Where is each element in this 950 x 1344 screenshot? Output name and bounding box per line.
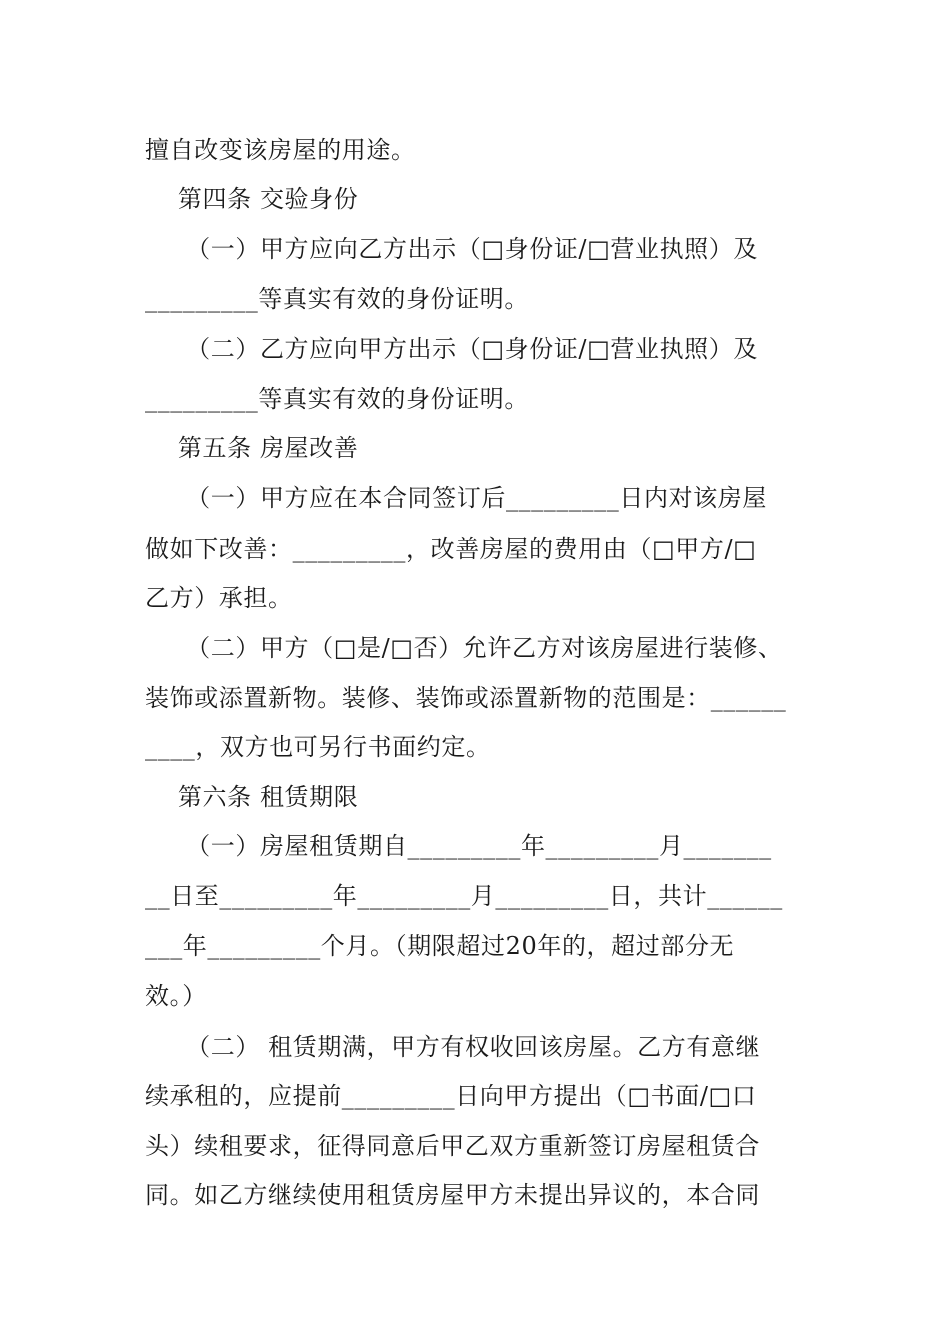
text-line: _________等真实有效的身份证明。 bbox=[145, 385, 529, 413]
text-line: 效。） bbox=[145, 982, 207, 1010]
text-line: 擅自改变该房屋的用途。 bbox=[145, 136, 416, 164]
text-line: （一）房屋租赁期自_________年_________月_______ bbox=[145, 832, 772, 860]
text-line: _________等真实有效的身份证明。 bbox=[145, 285, 529, 313]
text-line: ____，双方也可另行书面约定。 bbox=[145, 733, 491, 761]
article-heading: 第四条 交验身份 bbox=[145, 185, 359, 213]
article-heading: 第六条 租赁期限 bbox=[145, 783, 359, 811]
text-line: 做如下改善：_________，改善房屋的费用由（□甲方/□ bbox=[145, 535, 757, 563]
text-line: 续承租的，应提前_________日向甲方提出（□书面/□口 bbox=[145, 1082, 757, 1110]
text-line: ___年_________个月。（期限超过20年的，超过部分无 bbox=[145, 932, 735, 960]
text-line: （一）甲方应向乙方出示（□身份证/□营业执照）及 bbox=[145, 235, 758, 263]
text-line: 装饰或添置新物。装修、装饰或添置新物的范围是：______ bbox=[145, 684, 787, 712]
text-line: （一）甲方应在本合同签订后_________日内对该房屋 bbox=[145, 484, 767, 512]
text-line: （二）甲方（□是/□否）允许乙方对该房屋进行装修、 bbox=[145, 634, 783, 662]
text-line: （二） 租赁期满，甲方有权收回该房屋。乙方有意继 bbox=[145, 1033, 761, 1061]
text-line: 同。如乙方继续使用租赁房屋甲方未提出异议的，本合同 bbox=[145, 1181, 760, 1209]
text-line: 头）续租要求，征得同意后甲乙双方重新签订房屋租赁合 bbox=[145, 1132, 760, 1160]
text-line: __日至_________年_________月_________日，共计______ bbox=[145, 882, 783, 910]
article-heading: 第五条 房屋改善 bbox=[145, 434, 359, 462]
text-line: （二）乙方应向甲方出示（□身份证/□营业执照）及 bbox=[145, 335, 758, 363]
text-line: 乙方）承担。 bbox=[145, 584, 293, 612]
